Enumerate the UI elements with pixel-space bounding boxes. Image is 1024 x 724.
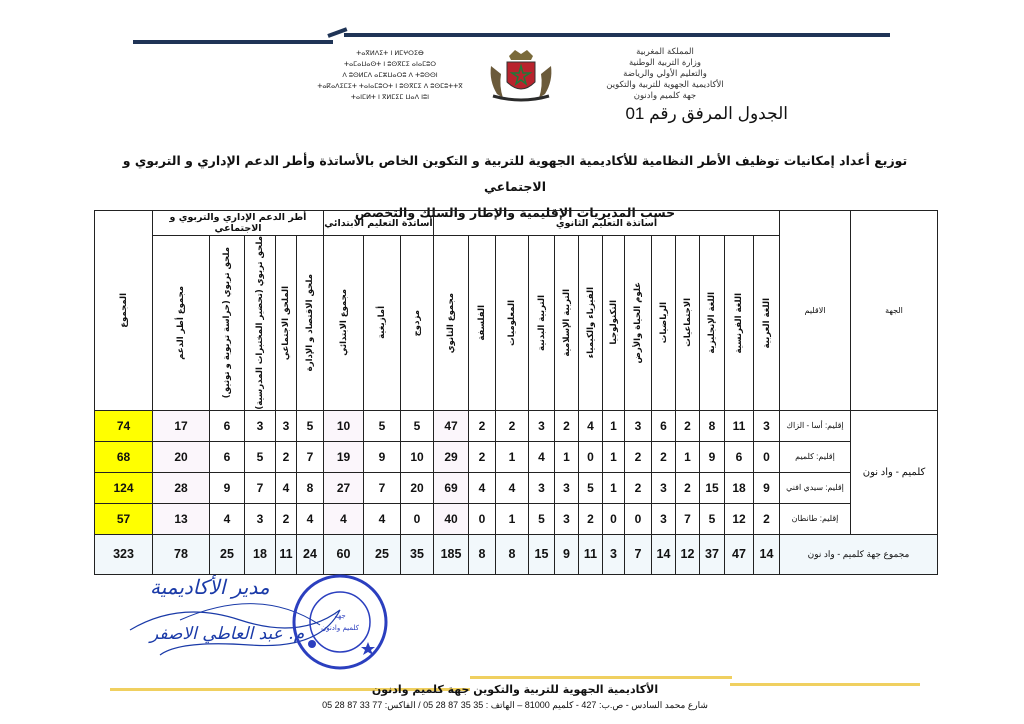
grand-total-label: مجموع جهة كلميم - واد نون	[780, 534, 938, 574]
table-cell: 0	[754, 441, 780, 472]
col-header: الفيزياء والكيمياء	[579, 236, 603, 411]
table-cell: 2	[469, 441, 496, 472]
table-cell: 47	[434, 410, 469, 441]
header-rule-right	[344, 33, 890, 37]
table-cell: 13	[153, 503, 210, 534]
tifinagh-line: ⴷ ⵓⵙⵍⵎⴷ ⴰⵎⵣⵡⴰⵔⵓ ⴷ ⵜⵓⵙⵙⵏ	[342, 71, 438, 79]
col-header: الفلسفة	[469, 236, 496, 411]
table-cell: 0	[401, 503, 434, 534]
total-cell: 14	[754, 534, 780, 574]
table-cell: 7	[676, 503, 700, 534]
col-header: التربية الإسلامية	[555, 236, 579, 411]
table-cell: 0	[625, 503, 652, 534]
total-cell: 18	[245, 534, 276, 574]
table-cell: 1	[496, 441, 529, 472]
table-cell: 10	[401, 441, 434, 472]
total-cell: 185	[434, 534, 469, 574]
table-cell: 15	[700, 472, 725, 503]
official-stamp-icon	[290, 572, 390, 672]
coat-of-arms-icon	[487, 46, 555, 104]
col-header: اللغة العربية	[754, 236, 780, 411]
table-cell: 7	[364, 472, 401, 503]
col-header: مجموع الابتدائي	[324, 236, 364, 411]
table-cell: 6	[210, 410, 245, 441]
table-cell: 5	[245, 441, 276, 472]
table-cell: 3	[625, 410, 652, 441]
table-cell: 6	[210, 441, 245, 472]
header-total: المجموع	[95, 211, 153, 411]
total-cell: 35	[401, 534, 434, 574]
table-cell: 5	[364, 410, 401, 441]
col-header: علوم الحياة والأرض	[625, 236, 652, 411]
total-cell: 78	[153, 534, 210, 574]
province-cell: إقليم: سيدي افني	[780, 472, 851, 503]
table-cell: 2	[625, 441, 652, 472]
col-header: ملحق تربوي (تحضير المختبرات المدرسية)	[245, 236, 276, 411]
table-cell: 1	[603, 410, 625, 441]
region-cell: كلميم - واد نون	[851, 410, 938, 534]
table-cell: 2	[652, 441, 676, 472]
province-cell: إقليم: طانطان	[780, 503, 851, 534]
table-cell: 1	[603, 441, 625, 472]
table-cell: 29	[434, 441, 469, 472]
group-header-primary: أساتذة التعليم الابتدائي	[324, 211, 434, 236]
table-cell: 5	[700, 503, 725, 534]
stamp-center-line: كلميم وادنون	[321, 624, 359, 632]
table-cell: 3	[276, 410, 297, 441]
table-cell: 3	[529, 472, 555, 503]
table-cell: 27	[324, 472, 364, 503]
table-cell: 4	[297, 503, 324, 534]
table-cell: 11	[725, 410, 754, 441]
table-cell: 1	[676, 441, 700, 472]
table-row	[95, 472, 938, 503]
col-header: المعلوميات	[496, 236, 529, 411]
footer-rule-center	[470, 676, 732, 679]
table-cell: 2	[579, 503, 603, 534]
table-row	[95, 503, 938, 534]
annex-title: الجدول المرفق رقم 01	[625, 104, 788, 123]
col-header: مجموع أطر الدعم	[153, 236, 210, 411]
col-header: أمازيغية	[364, 236, 401, 411]
footer-rule-right	[730, 683, 920, 686]
table-cell: 3	[652, 503, 676, 534]
col-header: ملحق الاقتصاد و الإدارة	[297, 236, 324, 411]
total-cell: 7	[625, 534, 652, 574]
total-cell: 12	[676, 534, 700, 574]
table-cell: 4	[469, 472, 496, 503]
table-cell: 9	[210, 472, 245, 503]
recruitment-table	[94, 210, 938, 575]
total-cell: 47	[725, 534, 754, 574]
table-cell: 5	[529, 503, 555, 534]
province-cell: إقليم: أسا - الزاك	[780, 410, 851, 441]
signature-name: م. عبد العاطي الاصفر	[150, 624, 305, 644]
total-cell: 11	[579, 534, 603, 574]
table-cell: 6	[652, 410, 676, 441]
kingdom-letterhead	[580, 47, 750, 102]
tifinagh-line: ⵜⴰⵏⵎⵍⵜ ⵏ ⴳⵍⵎⵉⵎ ⵡⴰⴷ ⵏⵓⵏ	[350, 93, 430, 101]
header-rule-left	[133, 40, 333, 44]
total-cell: 8	[496, 534, 529, 574]
table-cell: 3	[555, 503, 579, 534]
kingdom-line: والتعليم الأولي والرياضة	[623, 69, 707, 79]
table-cell: 4	[324, 503, 364, 534]
table-cell: 2	[676, 472, 700, 503]
footer-title: الأكاديمية الجهوية للتربية والتكوين جهة كلميم وادنون	[371, 683, 659, 696]
col-header: الرياضيات	[652, 236, 676, 411]
table-cell: 4	[529, 441, 555, 472]
total-cell: 323	[95, 534, 153, 574]
table-cell: 4	[496, 472, 529, 503]
table-cell: 3	[245, 410, 276, 441]
table-cell: 7	[245, 472, 276, 503]
table-cell: 6	[725, 441, 754, 472]
total-cell: 14	[652, 534, 676, 574]
table-cell: 3	[529, 410, 555, 441]
table-cell: 9	[700, 441, 725, 472]
table-cell: 9	[754, 472, 780, 503]
table-cell: 69	[434, 472, 469, 503]
table-cell: 10	[324, 410, 364, 441]
table-cell: 19	[324, 441, 364, 472]
total-cell: 8	[469, 534, 496, 574]
total-cell: 9	[555, 534, 579, 574]
total-cell: 11	[276, 534, 297, 574]
col-header: ملحق تربوي (حراسة تربوية و توثيق)	[210, 236, 245, 411]
table-cell: 2	[276, 503, 297, 534]
table-row	[95, 410, 938, 441]
table-cell: 17	[153, 410, 210, 441]
total-cell: 15	[529, 534, 555, 574]
table-cell: 28	[153, 472, 210, 503]
header-region: الجهة	[851, 211, 938, 411]
footer-address: شارع محمد السادس - ص.ب: 427 - كلميم 81000 – الهاتف : 35 35 87 28 05 / الفاكس: 77 33 87 28 05	[322, 700, 708, 710]
table-cell: 1	[555, 441, 579, 472]
table-cell: 4	[210, 503, 245, 534]
table-cell: 0	[603, 503, 625, 534]
grand-total-row	[95, 534, 938, 574]
table-cell: 2	[469, 410, 496, 441]
title-line: توزيع أعداد إمكانيات توظيف الأطر النظامية للأكاديمية الجهوية للتربية و التكوين الخاص بالأساتذة وأطر الدعم الإداري و التربوي و الاجتماعي	[122, 153, 908, 194]
tifinagh-line: ⵜⴰⴳⵍⴷⵉⵜ ⵏ ⵍⵎⵖⵔⵉⴱ	[356, 49, 424, 57]
table-cell: 0	[469, 503, 496, 534]
row-total-cell: 57	[95, 503, 153, 534]
table-cell: 2	[555, 410, 579, 441]
title-line: حسب المديريات الإقليمية والإطار والسلك والتخصص	[354, 205, 676, 220]
table-cell: 5	[401, 410, 434, 441]
col-header: اللغة الفرنسية	[725, 236, 754, 411]
kingdom-line: المملكة المغربية	[636, 47, 694, 57]
table-row	[95, 441, 938, 472]
table-cell: 20	[401, 472, 434, 503]
col-header: الاجتماعيات	[676, 236, 700, 411]
total-cell: 37	[700, 534, 725, 574]
table-cell: 3	[652, 472, 676, 503]
table-cell: 0	[579, 441, 603, 472]
table-cell: 1	[496, 503, 529, 534]
table-cell: 7	[297, 441, 324, 472]
table-cell: 4	[579, 410, 603, 441]
table-cell: 12	[725, 503, 754, 534]
province-cell: إقليم: كلميم	[780, 441, 851, 472]
total-cell: 25	[364, 534, 401, 574]
table-cell: 2	[676, 410, 700, 441]
table-cell: 4	[364, 503, 401, 534]
col-header: مجموع الثانوي	[434, 236, 469, 411]
table-cell: 4	[276, 472, 297, 503]
total-cell: 60	[324, 534, 364, 574]
col-header: التربية البدنية	[529, 236, 555, 411]
row-total-cell: 74	[95, 410, 153, 441]
table-cell: 1	[603, 472, 625, 503]
table-cell: 20	[153, 441, 210, 472]
table-cell: 2	[754, 503, 780, 534]
signature-title: مدير الأكاديمية	[150, 575, 270, 599]
table-cell: 9	[364, 441, 401, 472]
total-cell: 24	[297, 534, 324, 574]
col-header: التكنولوجيا	[603, 236, 625, 411]
table-cell: 3	[245, 503, 276, 534]
tifinagh-letterhead	[295, 48, 485, 103]
tifinagh-line: ⵜⴰⴽⴰⴷⵉⵎⵉⵜ ⵜⴰⵏⴰⵎⵓⵔⵜ ⵏ ⵓⵙⴳⵎⵉ ⴷ ⵓⵙⵎⵓⵜⵜⴳ	[317, 82, 463, 90]
table-cell: 2	[496, 410, 529, 441]
col-header: اللغة الإنجليزية	[700, 236, 725, 411]
table-cell: 8	[700, 410, 725, 441]
kingdom-line: وزارة التربية الوطنية	[628, 58, 702, 68]
total-cell: 25	[210, 534, 245, 574]
table-cell: 40	[434, 503, 469, 534]
kingdom-line: الأكاديمية الجهوية للتربية والتكوين	[606, 80, 724, 90]
col-header: الملحق الاجتماعي	[276, 236, 297, 411]
stamp-center-line: جهة	[334, 612, 346, 620]
table-cell: 18	[725, 472, 754, 503]
table-cell: 5	[297, 410, 324, 441]
table-cell: 3	[555, 472, 579, 503]
table-cell: 3	[754, 410, 780, 441]
group-header-support: أطر الدعم الإداري والتربوي و الاجتماعي	[153, 211, 324, 236]
table-cell: 2	[276, 441, 297, 472]
row-total-cell: 124	[95, 472, 153, 503]
total-cell: 3	[603, 534, 625, 574]
kingdom-line: جهة كلميم وادنون	[633, 91, 697, 101]
tifinagh-line: ⵜⴰⵎⴰⵡⴰⵙⵜ ⵏ ⵓⵙⴳⵎⵉ ⴰⵏⴰⵎⵓⵔ	[343, 60, 437, 68]
table-cell: 5	[579, 472, 603, 503]
header-province: الاقليم	[780, 211, 851, 411]
table-cell: 8	[297, 472, 324, 503]
col-header: مزدوج	[401, 236, 434, 411]
table-cell: 2	[625, 472, 652, 503]
group-header-secondary: أساتذة التعليم الثانوي	[434, 211, 780, 236]
row-total-cell: 68	[95, 441, 153, 472]
